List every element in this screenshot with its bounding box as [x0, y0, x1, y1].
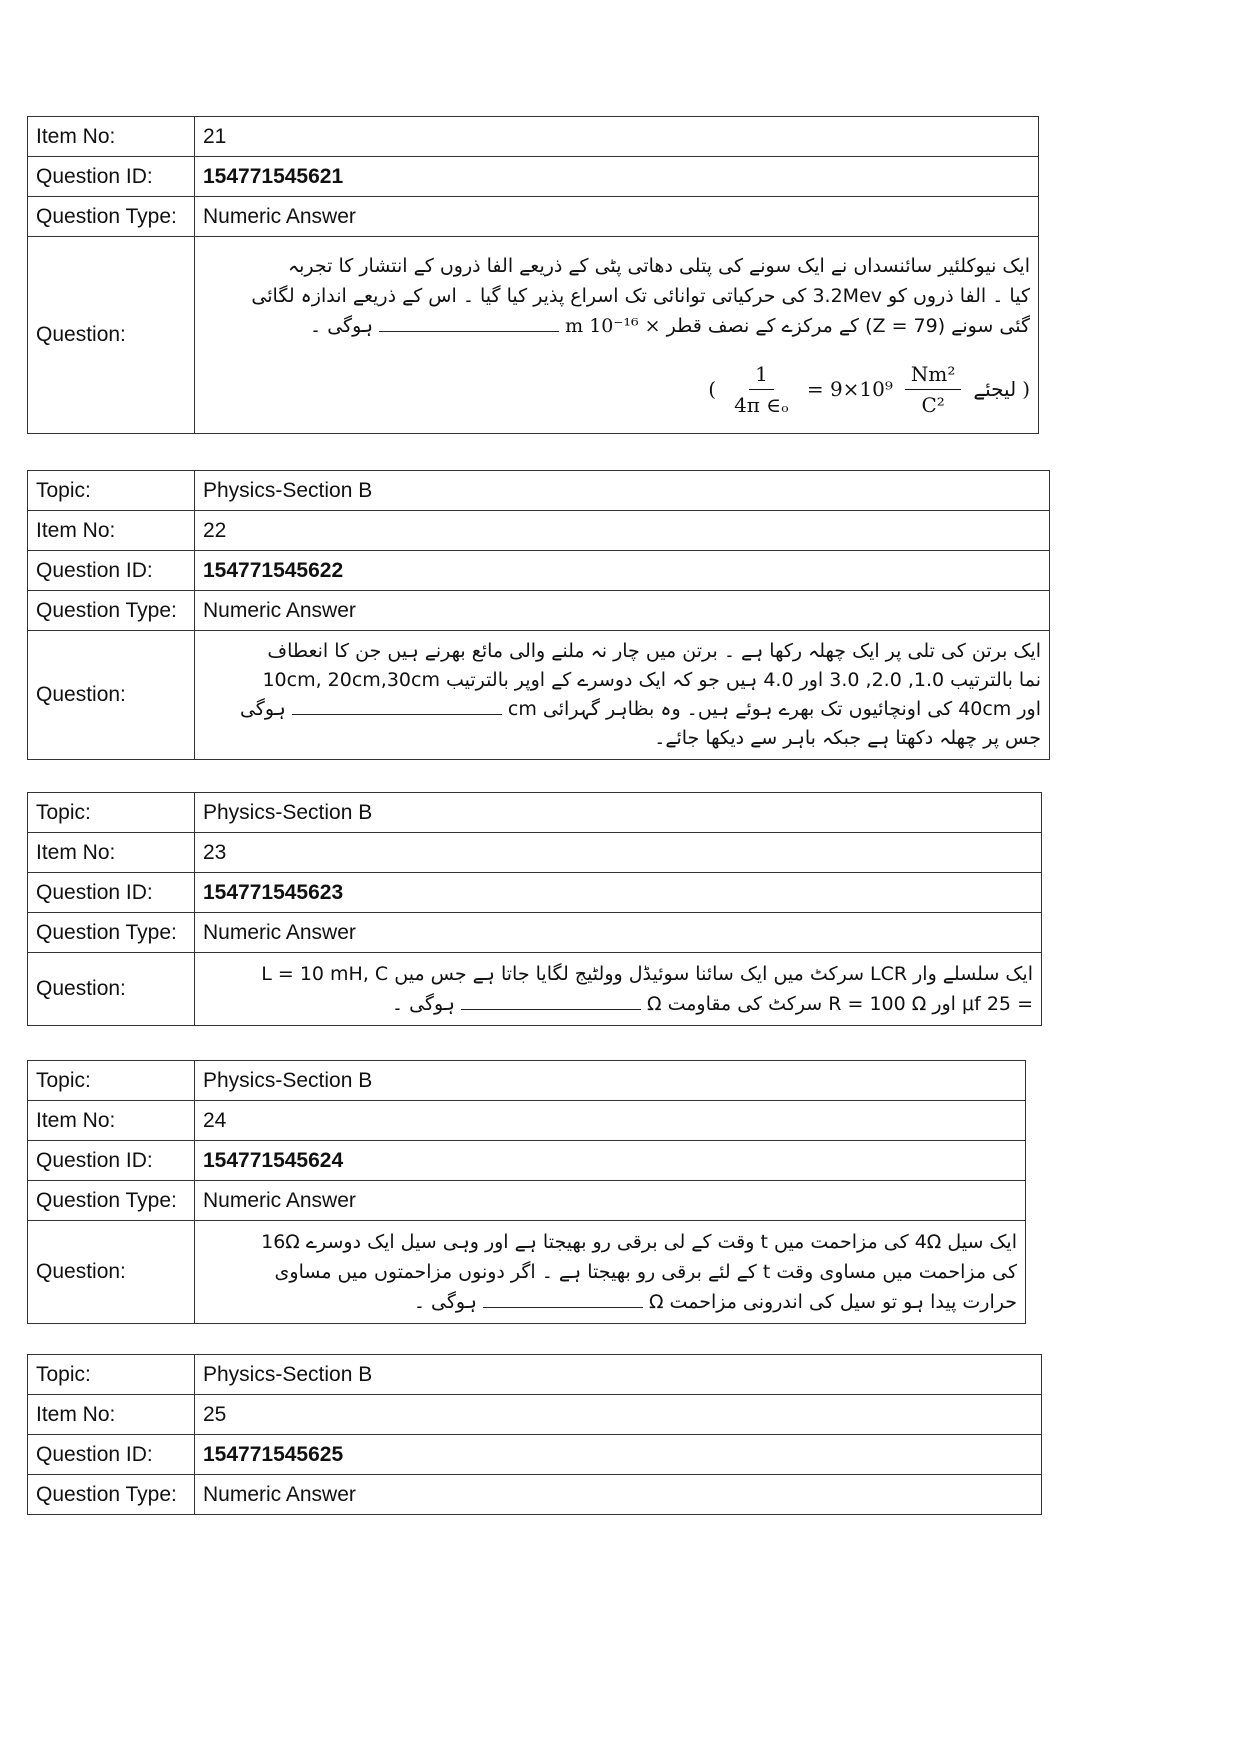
question-id-value: 154771545623	[195, 873, 1042, 913]
item-no-row	[28, 511, 1050, 551]
question-line-2a: = 25 μf اور R = 100 Ω سرکٹ کی مقاومت Ω	[647, 993, 1033, 1015]
question-line-2: کیا ۔ الفا ذروں کو 3.2Mev کی حرکیاتی توانائی تک اسراع پذیر کیا گیا ۔ اس کے ذریعے اندازہ لگائی	[251, 284, 1030, 307]
item-no-value: 23	[195, 833, 1042, 873]
question-text	[195, 1221, 1026, 1324]
question-line-2b: ہوگی ۔	[391, 993, 455, 1015]
question-line-3a: اور 40cm کی اونچائیوں تک بھرے ہوئے ہیں۔ وہ بظاہر گہرائی cm	[507, 698, 1041, 720]
question-label: Question:	[28, 631, 195, 760]
formula	[203, 359, 1030, 420]
question-table-24	[27, 1060, 1026, 1324]
question-line-1: ایک سیل 4Ω کی مزاحمت میں t وقت کے لی برقی رو بھیجتا ہے اور وہی سیل ایک دوسرے 16Ω	[261, 1231, 1017, 1253]
formula-unit-den: C²	[921, 392, 945, 417]
question-text	[195, 631, 1050, 760]
question-id-row	[28, 873, 1042, 913]
item-no-row	[28, 833, 1042, 873]
question-id-value: 154771545622	[195, 551, 1050, 591]
question-line-1: ایک نیوکلئیر سائنسداں نے ایک سونے کی پتلی دھاتی پٹی کے ذریعے الفا ذروں کے انتشار کا تجربہ	[287, 254, 1030, 277]
question-id-value: 154771545621	[195, 157, 1039, 197]
answer-blank	[483, 1289, 643, 1308]
question-line-2: نما بالترتیب 1.0, 2.0, 3.0 اور 4.0 ہیں جو کہ ایک دوسرے کے اوپر بالترتیب 10cm, 20cm,30cm	[262, 669, 1041, 691]
question-id-value: 154771545625	[195, 1435, 1042, 1475]
question-type-row	[28, 1181, 1026, 1221]
question-id-row	[28, 157, 1039, 197]
question-line-1: ایک برتن کی تلی پر ایک چھلہ رکھا ہے ۔ برتن میں چار نہ ملنے والی مائع بھرنے ہیں جن کا انعطاف	[267, 640, 1041, 662]
item-no-value: 22	[195, 511, 1050, 551]
formula-prefix: لیجئے	[973, 377, 1017, 401]
question-type-value: Numeric Answer	[195, 913, 1042, 953]
topic-value: Physics-Section B	[195, 793, 1042, 833]
formula-wrap: ( $\frac{1}{\text{4π ∈ₒ}}$ = 9×10⁹ $\frac{\text{Nm²}}{\text{C²}}$ لیجئے )	[708, 359, 1030, 420]
question-id-value: 154771545624	[195, 1141, 1026, 1181]
question-text	[195, 953, 1042, 1026]
item-no-value: 25	[195, 1395, 1042, 1435]
question-type-label: Question Type:	[28, 1181, 195, 1221]
formula-fraction	[728, 359, 795, 420]
question-line-3	[203, 695, 1041, 724]
item-no-row	[28, 117, 1039, 157]
question-id-row	[28, 1435, 1042, 1475]
formula-den: 4π ∈ₒ	[734, 392, 789, 417]
question-type-value: Numeric Answer	[195, 591, 1050, 631]
question-id-label: Question ID:	[28, 157, 195, 197]
question-line-3a: حرارت پیدا ہو تو سیل کی اندرونی مزاحمت Ω	[648, 1291, 1017, 1313]
question-id-label: Question ID:	[28, 1141, 195, 1181]
question-label: Question:	[28, 1221, 195, 1324]
topic-row	[28, 471, 1050, 511]
question-type-row	[28, 197, 1039, 237]
topic-label: Topic:	[28, 793, 195, 833]
question-line-3b: ہوگی ۔	[413, 1291, 477, 1313]
question-line-2	[203, 989, 1033, 1019]
question-id-label: Question ID:	[28, 551, 195, 591]
topic-row	[28, 793, 1042, 833]
question-line-3b: ہوگی	[239, 698, 286, 720]
question-id-label: Question ID:	[28, 873, 195, 913]
formula-num: 1	[749, 359, 774, 390]
question-text	[195, 237, 1039, 434]
item-no-value: 24	[195, 1101, 1026, 1141]
question-type-label: Question Type:	[28, 1475, 195, 1515]
formula-mid: = 9×10⁹	[806, 377, 893, 401]
question-line-1: ایک سلسلے وار LCR سرکٹ میں ایک سائنا سوئیڈل وولٹیج لگایا جاتا ہے جس میں L = 10 mH, C	[261, 963, 1033, 985]
topic-value: Physics-Section B	[195, 1061, 1026, 1101]
question-type-label: Question Type:	[28, 197, 195, 237]
item-no-label: Item No:	[28, 511, 195, 551]
question-type-row	[28, 1475, 1042, 1515]
question-table-21	[27, 116, 1039, 434]
question-line-3b: m 10⁻¹⁶ ×	[565, 314, 661, 337]
question-line-3	[203, 1287, 1017, 1317]
question-type-value: Numeric Answer	[195, 197, 1039, 237]
question-table-22	[27, 470, 1050, 760]
topic-value: Physics-Section B	[195, 471, 1050, 511]
item-no-label: Item No:	[28, 1101, 195, 1141]
question-type-row	[28, 913, 1042, 953]
question-line-3	[203, 311, 1030, 341]
question-line-4: جس پر چھلہ دکھتا ہے جبکہ باہر سے دیکھا جائے۔	[654, 727, 1041, 749]
question-line-2: کی مزاحمت میں مساوی وقت t کے لئے برقی رو بھیجتا ہے ۔ اگر دونوں مزاحمتوں میں مساوی	[274, 1261, 1017, 1283]
answer-blank	[292, 696, 502, 715]
question-label: Question:	[28, 237, 195, 434]
question-label: Question:	[28, 953, 195, 1026]
formula-unit-num: Nm²	[905, 359, 961, 390]
item-no-row	[28, 1101, 1026, 1141]
topic-row	[28, 1061, 1026, 1101]
question-id-label: Question ID:	[28, 1435, 195, 1475]
question-type-value: Numeric Answer	[195, 1181, 1026, 1221]
item-no-label: Item No:	[28, 117, 195, 157]
topic-row	[28, 1355, 1042, 1395]
question-line-3a: گئی سونے (Z = 79) کے مرکزے کے نصف قطر	[666, 314, 1030, 337]
question-table-23	[27, 792, 1042, 1026]
question-type-label: Question Type:	[28, 913, 195, 953]
formula-unit	[905, 359, 961, 420]
topic-label: Topic:	[28, 1061, 195, 1101]
question-row	[28, 1221, 1026, 1324]
question-table-25	[27, 1354, 1042, 1515]
topic-label: Topic:	[28, 1355, 195, 1395]
question-row	[28, 631, 1050, 760]
item-no-label: Item No:	[28, 833, 195, 873]
question-row	[28, 953, 1042, 1026]
question-row	[28, 237, 1039, 434]
topic-value: Physics-Section B	[195, 1355, 1042, 1395]
topic-label: Topic:	[28, 471, 195, 511]
answer-blank	[461, 991, 641, 1010]
item-no-value: 21	[195, 117, 1039, 157]
answer-blank	[379, 313, 559, 332]
item-no-label: Item No:	[28, 1395, 195, 1435]
question-type-row	[28, 591, 1050, 631]
question-id-row	[28, 1141, 1026, 1181]
question-line-3c: ہوگی ۔	[310, 314, 374, 337]
item-no-row	[28, 1395, 1042, 1435]
question-id-row	[28, 551, 1050, 591]
question-type-value: Numeric Answer	[195, 1475, 1042, 1515]
question-type-label: Question Type:	[28, 591, 195, 631]
